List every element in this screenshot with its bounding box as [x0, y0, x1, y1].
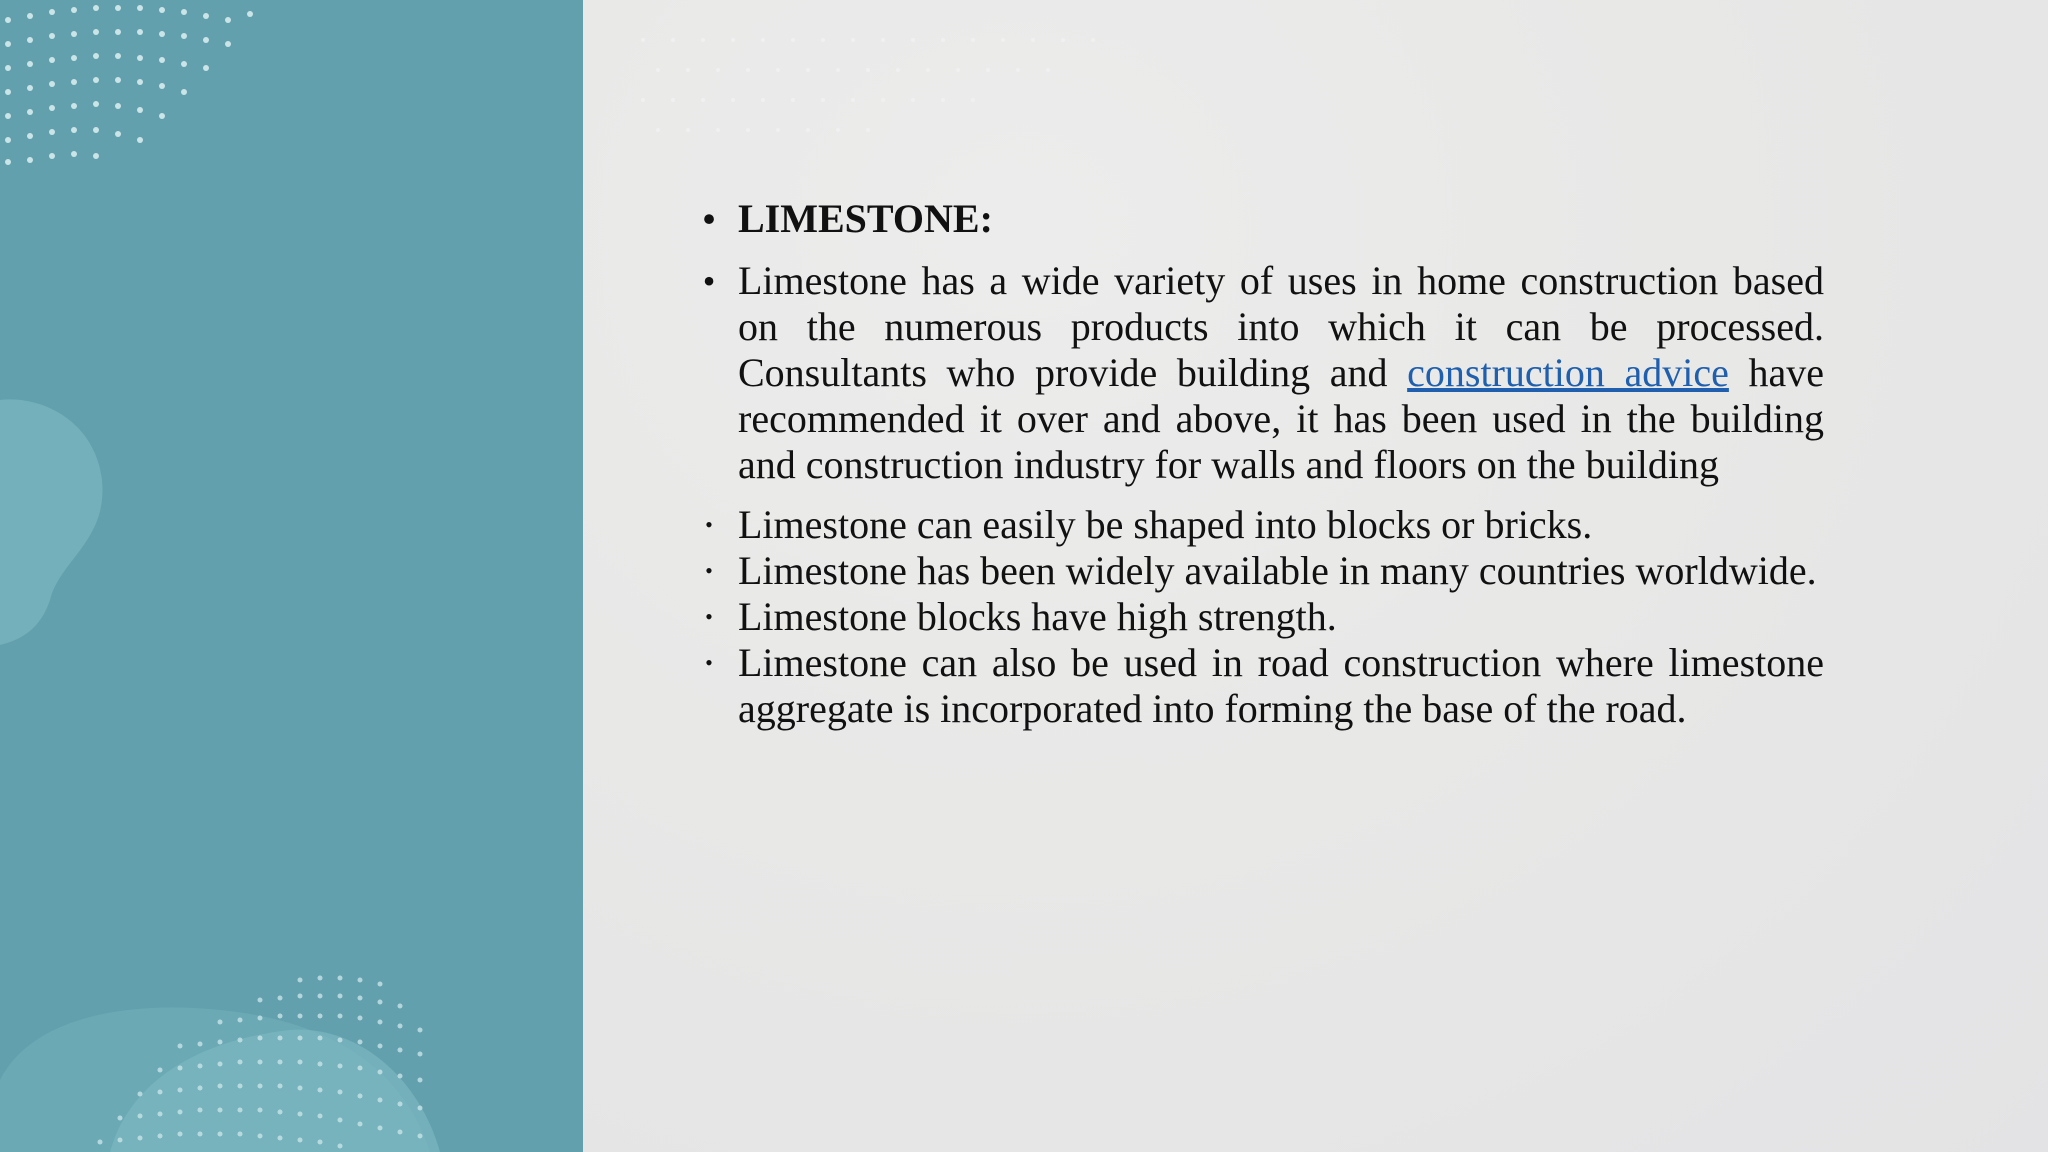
point-text: Limestone has been widely available in many countries worldwide.: [738, 548, 1817, 593]
bullet-icon: •: [705, 512, 713, 537]
list-item: [694, 502, 1824, 548]
bullet-icon: •: [702, 261, 716, 301]
bullet-icon: •: [702, 199, 716, 239]
slide-content: [694, 196, 1824, 732]
point-text: Limestone can easily be shaped into blocks or bricks.: [738, 502, 1593, 547]
point-text: Limestone blocks have high strength.: [738, 594, 1337, 639]
decorative-shapes: [0, 0, 583, 1152]
point-text: Limestone can also be used in road construction where limestone aggregate is incorporated into forming the base of the road.: [738, 640, 1824, 731]
paragraph-text-end: have recommended it over and above, it has been used in the building and construction industry for walls and floors on the building: [738, 350, 1825, 487]
list-item-heading: [694, 196, 1824, 242]
slide-heading: LIMESTONE:: [738, 196, 993, 241]
list-item: [694, 548, 1824, 594]
bullet-icon: •: [705, 604, 713, 629]
dot-pattern-top: [5, 5, 253, 165]
bullet-list: [694, 196, 1824, 732]
list-item: [694, 594, 1824, 640]
list-item-paragraph: [694, 258, 1824, 488]
paragraph-text-start: Limestone has a wide variety of uses in home construction based on the numerous products into which it can be processed. Consultants who provide building and: [738, 258, 1824, 395]
bullet-icon: •: [705, 650, 713, 675]
construction-advice-link[interactable]: construction advice: [1407, 350, 1729, 395]
left-blob-shape: [0, 399, 103, 645]
list-item: [694, 640, 1824, 732]
left-decorative-panel: [0, 0, 583, 1152]
bullet-icon: •: [705, 558, 713, 583]
